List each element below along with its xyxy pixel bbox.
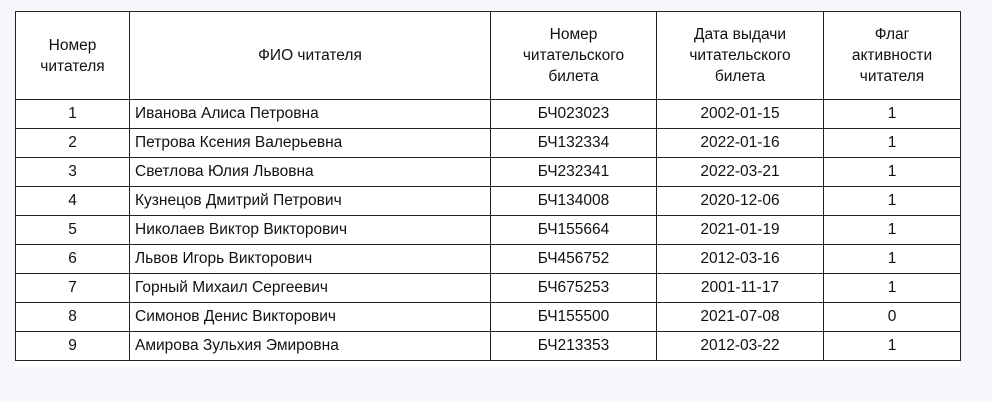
table-row [16, 187, 961, 216]
cell-active-flag: 1 [824, 216, 961, 245]
cell-reader-fio: Николаев Виктор Викторович [130, 216, 491, 245]
table-row [16, 274, 961, 303]
cell-ticket-issue-date: 2021-07-08 [657, 303, 824, 332]
cell-active-flag: 1 [824, 129, 961, 158]
cell-reader-number: 8 [16, 303, 130, 332]
cell-ticket-issue-date: 2022-03-21 [657, 158, 824, 187]
cell-reader-fio: Симонов Денис Викторович [130, 303, 491, 332]
cell-ticket-issue-date: 2012-03-16 [657, 245, 824, 274]
table-row [16, 129, 961, 158]
header-reader-number: Номер читателя [16, 12, 130, 100]
table-row [16, 100, 961, 129]
cell-ticket-number: БЧ232341 [491, 158, 657, 187]
spreadsheet-sheet [15, 11, 960, 367]
cell-reader-fio: Горный Михаил Сергеевич [130, 274, 491, 303]
cell-ticket-issue-date: 2012-03-22 [657, 332, 824, 361]
readers-table [15, 11, 961, 361]
cell-ticket-number: БЧ155664 [491, 216, 657, 245]
cell-reader-fio: Кузнецов Дмитрий Петрович [130, 187, 491, 216]
cell-reader-number: 4 [16, 187, 130, 216]
cell-reader-number: 6 [16, 245, 130, 274]
cell-active-flag: 1 [824, 274, 961, 303]
cell-reader-number: 1 [16, 100, 130, 129]
cell-ticket-number: БЧ155500 [491, 303, 657, 332]
cell-ticket-issue-date: 2022-01-16 [657, 129, 824, 158]
cell-ticket-number: БЧ456752 [491, 245, 657, 274]
header-reader-fio: ФИО читателя [130, 12, 491, 100]
cell-active-flag: 1 [824, 332, 961, 361]
cell-reader-fio: Светлова Юлия Львовна [130, 158, 491, 187]
cell-ticket-issue-date: 2021-01-19 [657, 216, 824, 245]
table-row [16, 303, 961, 332]
cell-ticket-number: БЧ134008 [491, 187, 657, 216]
cell-reader-number: 9 [16, 332, 130, 361]
cell-ticket-issue-date: 2020-12-06 [657, 187, 824, 216]
cell-reader-number: 3 [16, 158, 130, 187]
header-active-flag: Флаг активности читателя [824, 12, 961, 100]
cell-ticket-number: БЧ213353 [491, 332, 657, 361]
table-row [16, 245, 961, 274]
cell-reader-fio: Львов Игорь Викторович [130, 245, 491, 274]
cell-ticket-number: БЧ675253 [491, 274, 657, 303]
cell-reader-fio: Иванова Алиса Петровна [130, 100, 491, 129]
cell-active-flag: 1 [824, 100, 961, 129]
cell-active-flag: 1 [824, 187, 961, 216]
table-header-row [16, 12, 961, 100]
cell-ticket-number: БЧ023023 [491, 100, 657, 129]
header-ticket-issue-date: Дата выдачи читательского билета [657, 12, 824, 100]
cell-active-flag: 0 [824, 303, 961, 332]
cell-reader-number: 2 [16, 129, 130, 158]
cell-active-flag: 1 [824, 245, 961, 274]
cell-reader-fio: Амирова Зульхия Эмировна [130, 332, 491, 361]
cell-ticket-issue-date: 2001-11-17 [657, 274, 824, 303]
cell-ticket-number: БЧ132334 [491, 129, 657, 158]
table-row [16, 216, 961, 245]
table-row [16, 158, 961, 187]
cell-reader-number: 7 [16, 274, 130, 303]
cell-active-flag: 1 [824, 158, 961, 187]
table-row [16, 332, 961, 361]
header-ticket-number: Номер читательского билета [491, 12, 657, 100]
cell-ticket-issue-date: 2002-01-15 [657, 100, 824, 129]
cell-reader-fio: Петрова Ксения Валерьевна [130, 129, 491, 158]
cell-reader-number: 5 [16, 216, 130, 245]
